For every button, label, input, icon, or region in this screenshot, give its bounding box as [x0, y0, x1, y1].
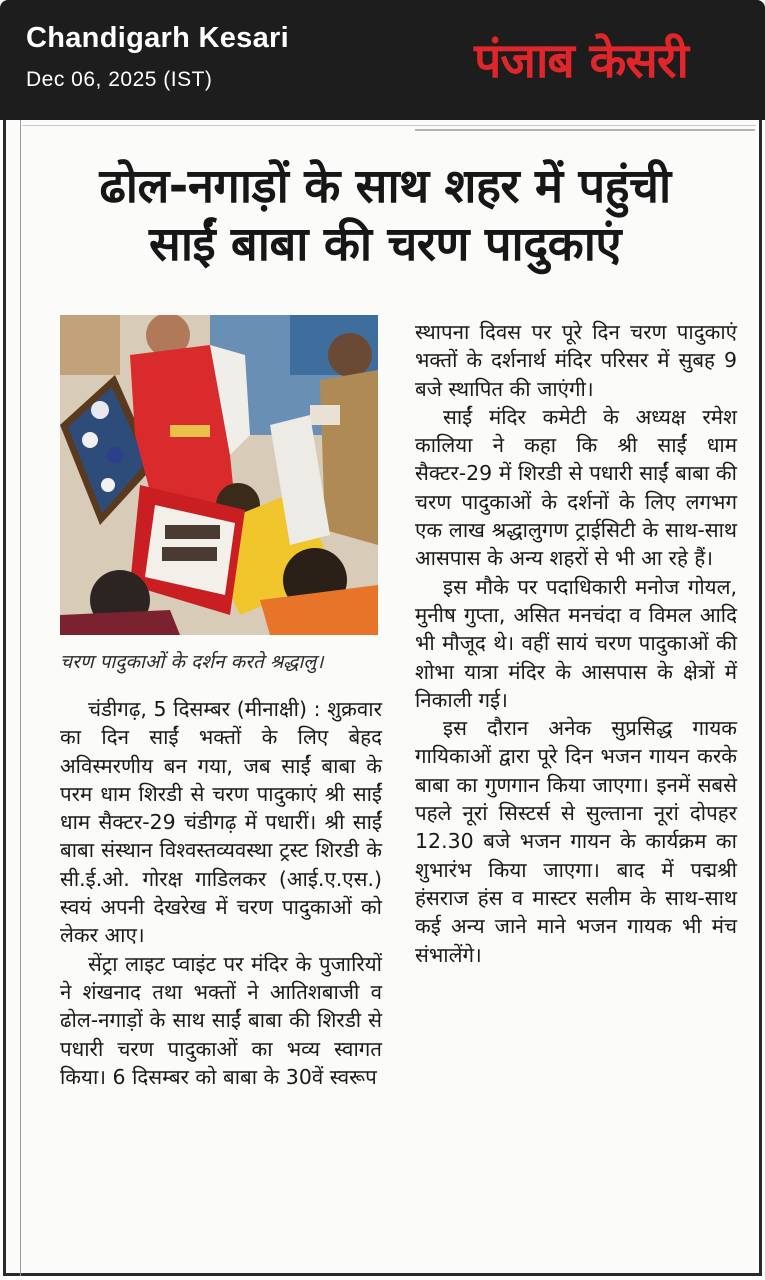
divider	[415, 129, 755, 131]
header-bar	[0, 0, 765, 120]
article-paragraph: चंडीगढ़, 5 दिसम्बर (मीनाक्षी) : शुक्रवार का दिन साईं भक्तों के लिए बेहद अविस्मरणीय बन गया, जब साईं बाबा के परम धाम शिरडी से चरण पादुकाएं श्री साईं धाम सैक्टर-29 चंडीगढ़ में पधारीं। श्री साईं बाबा संस्थान विश्वस्तव्यवस्था ट्रस्ट शिरडी के सी.ई.ओ. गोरक्ष गाडिलकर (आई.ए.एस.) स्वयं अपनी देखरेख में चरण पादुकाओं को लेकर आए।	[60, 697, 382, 948]
article-photo	[60, 315, 378, 635]
article-paragraph: स्थापना दिवस पर पूरे दिन चरण पादुकाएं भक्तों के दर्शनार्थ मंदिर परिसर में सुबह 9 बजे स्थापित की जाएंगी।	[415, 320, 737, 401]
article-paragraph: साईं मंदिर कमेटी के अध्यक्ष रमेश कालिया ने कहा कि श्री साईं धाम सैक्टर-29 में शिरडी से पधारी साईं बाबा की चरण पादुकाओं के दर्शनों के लिए लगभग एक लाख श्रद्धालुगण ट्राईसिटी के साथ-साथ आसपास के अन्य शहरों से भी आ रहे हैं।	[415, 404, 737, 571]
newspaper-logo: पंजाब केसरी	[474, 32, 688, 89]
article-headline	[30, 158, 740, 274]
article-paragraph: सेंट्रा लाइट प्वाइंट पर मंदिर के पुजारियों ने शंखनाद तथा भक्तों ने आतिशबाजी व ढोल-नगाड़ों के साथ साईं बाबा की शिरडी से पधारी चरण पादुकाओं का भव्य स्वागत किया। 6 दिसम्बर को बाबा के 30वें स्वरूप	[60, 951, 382, 1089]
article-column-left	[60, 695, 382, 1091]
article-paragraph: इस मौके पर पदाधिकारी मनोज गोयल, मुनीष गुप्ता, असित मनचंदा व विमल आदि भी मौजूद थे। वहीं सायं चरण पादुकाओं की शोभा यात्रा मंदिर के आसपास के क्षेत्रों में निकाली गई।	[415, 574, 737, 712]
headline-line: साईं बाबा की चरण पादुकाएं	[149, 217, 621, 272]
column-rule	[20, 120, 21, 1276]
article-paragraph: इस दौरान अनेक सुप्रसिद्ध गायक गायिकाओं द्वारा पूरे दिन भजन गायन करके बाबा का गुणगान किया जाएगा। इनमें सबसे पहले नूरां सिस्टर्स से सुल्ताना नूरां दोपहर 12.30 बजे भजन गायन के कार्यक्रम का शुभारंभ किया जाएगा। बाद में पद्मश्री हंसराज हंस व मास्टर सलीम के साथ-साथ कई अन्य जाने माने भजन गायक भी मंच संभालेंगे।	[415, 716, 737, 967]
edition-date: Dec 06, 2025 (IST)	[26, 68, 213, 91]
photo-caption: चरण पादुकाओं के दर्शन करते श्रद्धालु।	[60, 651, 324, 673]
headline-line: ढोल-नगाड़ों के साथ शहर में पहुंची	[99, 159, 671, 214]
article-column-right	[415, 318, 737, 969]
divider	[22, 125, 756, 126]
devotees-photo-illustration	[60, 315, 378, 635]
edition-name: Chandigarh Kesari	[26, 22, 289, 54]
